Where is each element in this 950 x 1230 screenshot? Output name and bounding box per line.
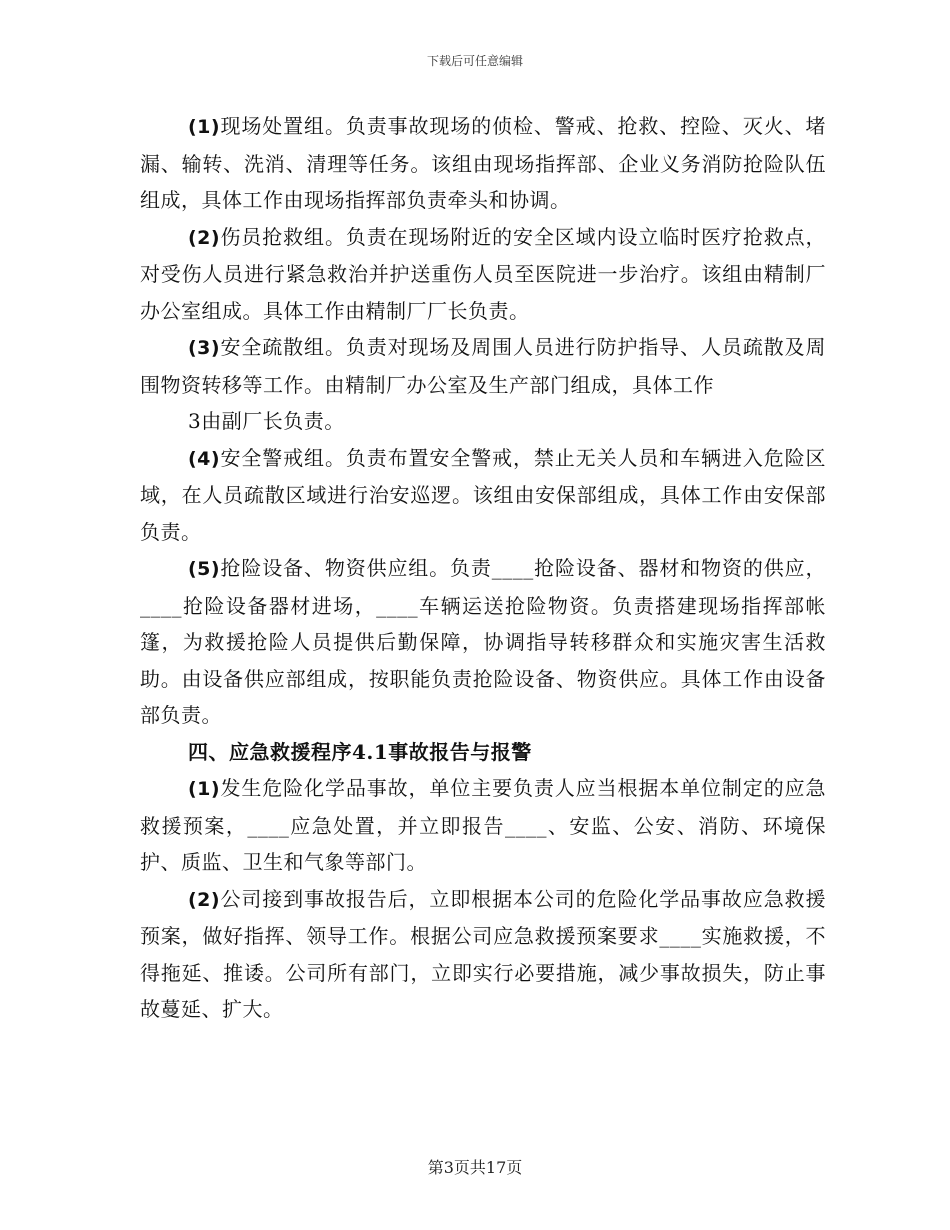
paragraph-text: 抢险设备、物资供应组。负责____抢险设备、器材和物资的供应，____抢险设备器材进场，____车辆运送抢险物资。负责搭建现场指挥部帐篷，为救援抢险人员提供后勤保障，协调指导转移群众和实施灾害生活救助。由设备供应部组成，按职能负责抢险设备、物资供应。具体工作由设备部负责。 xyxy=(140,556,826,727)
paragraph-report-2 xyxy=(140,881,826,1028)
paragraph-text: 安全警戒组。负责布置安全警戒，禁止无关人员和车辆进入危险区域，在人员疏散区域进行治安巡逻。该组由安保部组成，具体工作由安保部负责。 xyxy=(140,445,826,544)
section-heading: 四、应急救援程序4.1事故报告与报警 xyxy=(188,739,532,764)
item-label: (5) xyxy=(188,558,221,580)
page-header: 下载后可任意编辑 xyxy=(426,54,523,68)
item-label: (4) xyxy=(188,447,221,470)
item-label: (1) xyxy=(188,116,221,138)
paragraph-text: 公司接到事故报告后，立即根据本公司的危险化学品事故应急救援预案，做好指挥、领导工作。根据公司应急救援预案要求____实施救援，不得拖延、推诿。公司所有部门，立即实行必要措施，减少事故损失，防止事故蔓延、扩大。 xyxy=(140,886,826,1021)
paragraph-text: 伤员抢救组。负责在现场附近的安全区域内设立临时医疗抢救点，对受伤人员进行紧急救治并护送重伤人员至医院进一步治疗。该组由精制厂办公室组成。具体工作由精制厂厂长负责。 xyxy=(140,224,826,323)
paragraph-field-handling-group xyxy=(140,108,826,219)
paragraph-evacuation-group xyxy=(140,329,826,403)
paragraph-supply-group xyxy=(140,550,826,734)
paragraph-security-group xyxy=(140,440,826,551)
paragraph-rescue-group xyxy=(140,219,826,330)
document-body xyxy=(140,108,826,1028)
item-label: (2) xyxy=(188,888,221,911)
paragraph-text: 3由副厂长负责。 xyxy=(188,409,345,433)
paragraph-evacuation-continued xyxy=(140,403,826,440)
page-footer: 第3页共17页 xyxy=(427,1158,523,1177)
paragraph-text: 安全疏散组。负责对现场及周围人员进行防护指导、人员疏散及周围物资转移等工作。由精制厂办公室及生产部门组成，具体工作 xyxy=(140,335,826,397)
item-label: (3) xyxy=(188,337,221,359)
item-label: (2) xyxy=(188,226,221,249)
paragraph-report-1 xyxy=(140,770,826,881)
paragraph-text: 发生危险化学品事故，单位主要负责人应当根据本单位制定的应急救援预案，____应急处置，并立即报告____、安监、公安、消防、环境保护、质监、卫生和气象等部门。 xyxy=(140,776,826,874)
paragraph-text: 现场处置组。负责事故现场的侦检、警戒、抢救、控险、灭火、堵漏、输转、洗消、清理等任务。该组由现场指挥部、企业义务消防抢险队伍组成，具体工作由现场指挥部负责牵头和协调。 xyxy=(140,114,826,212)
item-label: (1) xyxy=(188,778,221,800)
